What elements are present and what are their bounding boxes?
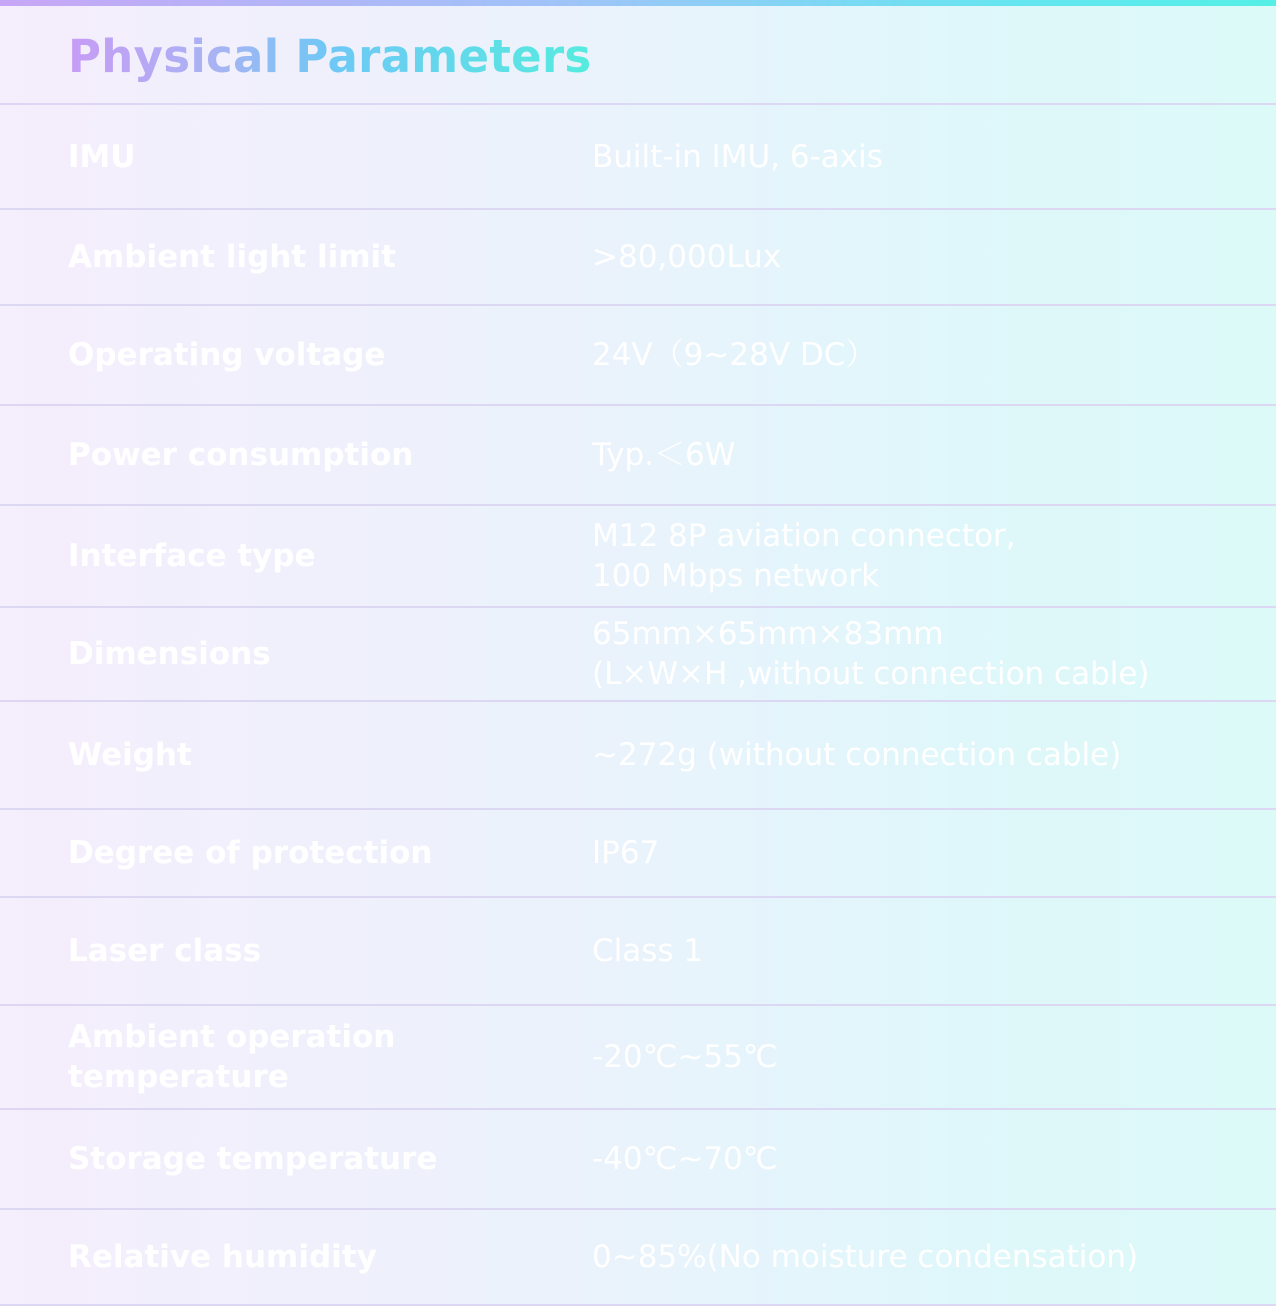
spec-row-operation-temp bbox=[0, 1004, 1276, 1108]
spec-label: Degree of protection bbox=[68, 835, 433, 871]
spec-value: IP67 bbox=[592, 835, 660, 871]
spec-label: IMU bbox=[68, 138, 136, 175]
spec-value: M12 8P aviation connector, 100 Mbps network bbox=[592, 518, 1016, 594]
spec-value: 65mm×65mm×83mm (L×W×H ,without connection cable) bbox=[592, 616, 1150, 692]
spec-label: Storage temperature bbox=[68, 1141, 438, 1177]
section-title bbox=[68, 28, 592, 86]
spec-row-weight bbox=[0, 700, 1276, 808]
spec-row-dimensions bbox=[0, 606, 1276, 700]
section-title-part1: Physical bbox=[68, 30, 280, 83]
spec-row-ambient-light bbox=[0, 208, 1276, 304]
spec-label: Weight bbox=[68, 737, 192, 773]
spec-label: Operating voltage bbox=[68, 337, 386, 373]
spec-label: Laser class bbox=[68, 933, 262, 969]
spec-row-storage-temp bbox=[0, 1108, 1276, 1208]
spec-row-power bbox=[0, 404, 1276, 504]
spec-value: 24V（9~28V DC） bbox=[592, 337, 877, 373]
spec-label: Interface type bbox=[68, 538, 316, 574]
spec-value: ~272g (without connection cable) bbox=[592, 737, 1122, 773]
section-title-part2: Parameters bbox=[295, 30, 592, 83]
spec-row-humidity bbox=[0, 1208, 1276, 1306]
spec-label: Ambient operation temperature bbox=[68, 1019, 396, 1095]
spec-row-imu bbox=[0, 103, 1276, 208]
spec-label: Ambient light limit bbox=[68, 239, 396, 275]
spec-row-protection bbox=[0, 808, 1276, 896]
spec-value: Class 1 bbox=[592, 933, 704, 969]
spec-value: 0~85%(No moisture condensation) bbox=[592, 1239, 1139, 1275]
spec-value: >80,000Lux bbox=[592, 239, 782, 275]
spec-value: Typ.＜6W bbox=[592, 437, 736, 473]
spec-row-voltage bbox=[0, 304, 1276, 404]
spec-table bbox=[0, 103, 1276, 1306]
spec-row-interface bbox=[0, 504, 1276, 606]
spec-label: Dimensions bbox=[68, 636, 271, 672]
spec-label: Relative humidity bbox=[68, 1239, 377, 1275]
spec-value: -20℃~55℃ bbox=[592, 1039, 778, 1075]
spec-label: Power consumption bbox=[68, 437, 414, 473]
accent-bar bbox=[0, 0, 1276, 6]
spec-value: -40℃~70℃ bbox=[592, 1141, 778, 1177]
spec-value: Built-in IMU, 6-axis bbox=[592, 138, 883, 175]
spec-row-laser-class bbox=[0, 896, 1276, 1004]
